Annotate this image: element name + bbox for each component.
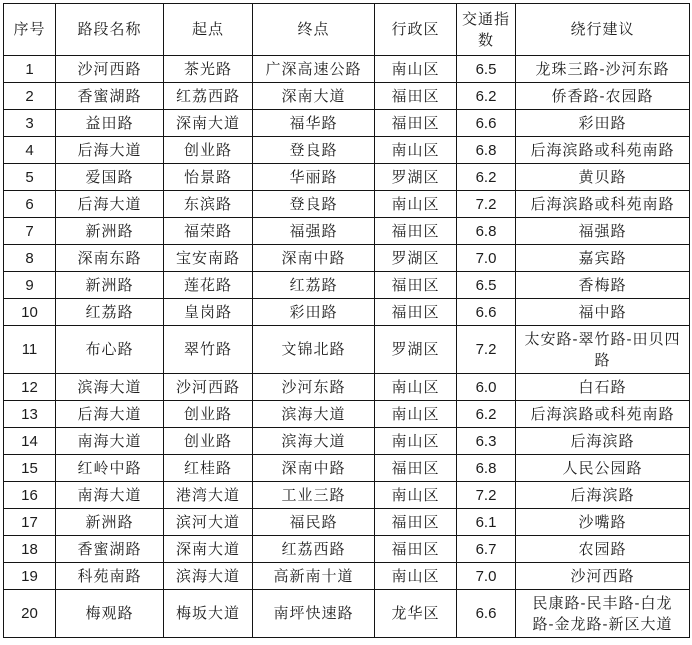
header-detour-suggestion: 绕行建议 bbox=[516, 4, 690, 56]
cell-end-point: 红荔路 bbox=[253, 272, 375, 299]
cell-start-point: 滨河大道 bbox=[164, 509, 253, 536]
cell-traffic-index: 6.7 bbox=[457, 536, 516, 563]
cell-end-point: 华丽路 bbox=[253, 164, 375, 191]
table-row bbox=[4, 191, 690, 218]
table-row bbox=[4, 401, 690, 428]
cell-start-point: 深南大道 bbox=[164, 110, 253, 137]
cell-road-name: 后海大道 bbox=[56, 401, 164, 428]
cell-detour-suggestion: 民康路-民丰路-白龙路-金龙路-新区大道 bbox=[516, 590, 690, 638]
cell-start-point: 梅坂大道 bbox=[164, 590, 253, 638]
cell-road-name: 爱国路 bbox=[56, 164, 164, 191]
cell-end-point: 南坪快速路 bbox=[253, 590, 375, 638]
cell-traffic-index: 6.1 bbox=[457, 509, 516, 536]
cell-index: 6 bbox=[4, 191, 56, 218]
cell-traffic-index: 6.2 bbox=[457, 83, 516, 110]
cell-detour-suggestion: 太安路-翠竹路-田贝四路 bbox=[516, 326, 690, 374]
cell-traffic-index: 6.2 bbox=[457, 164, 516, 191]
cell-end-point: 福民路 bbox=[253, 509, 375, 536]
table-row bbox=[4, 326, 690, 374]
cell-traffic-index: 6.5 bbox=[457, 56, 516, 83]
cell-index: 13 bbox=[4, 401, 56, 428]
cell-end-point: 高新南十道 bbox=[253, 563, 375, 590]
cell-road-name: 沙河西路 bbox=[56, 56, 164, 83]
cell-district: 南山区 bbox=[375, 374, 457, 401]
cell-end-point: 红荔西路 bbox=[253, 536, 375, 563]
cell-traffic-index: 6.3 bbox=[457, 428, 516, 455]
cell-traffic-index: 6.6 bbox=[457, 299, 516, 326]
cell-detour-suggestion: 沙河西路 bbox=[516, 563, 690, 590]
table-header bbox=[4, 4, 690, 56]
cell-index: 9 bbox=[4, 272, 56, 299]
cell-district: 南山区 bbox=[375, 563, 457, 590]
cell-start-point: 深南大道 bbox=[164, 536, 253, 563]
header-traffic-index: 交通指数 bbox=[457, 4, 516, 56]
cell-detour-suggestion: 后海滨路或科苑南路 bbox=[516, 401, 690, 428]
cell-index: 15 bbox=[4, 455, 56, 482]
header-end-point: 终点 bbox=[253, 4, 375, 56]
cell-road-name: 新洲路 bbox=[56, 218, 164, 245]
cell-traffic-index: 6.0 bbox=[457, 374, 516, 401]
cell-end-point: 文锦北路 bbox=[253, 326, 375, 374]
cell-detour-suggestion: 后海滨路 bbox=[516, 482, 690, 509]
cell-traffic-index: 7.2 bbox=[457, 482, 516, 509]
cell-index: 16 bbox=[4, 482, 56, 509]
cell-traffic-index: 6.2 bbox=[457, 401, 516, 428]
cell-road-name: 科苑南路 bbox=[56, 563, 164, 590]
cell-district: 福田区 bbox=[375, 299, 457, 326]
cell-district: 南山区 bbox=[375, 56, 457, 83]
cell-start-point: 莲花路 bbox=[164, 272, 253, 299]
cell-road-name: 红荔路 bbox=[56, 299, 164, 326]
cell-road-name: 新洲路 bbox=[56, 272, 164, 299]
header-row bbox=[4, 4, 690, 56]
cell-index: 5 bbox=[4, 164, 56, 191]
cell-start-point: 茶光路 bbox=[164, 56, 253, 83]
cell-district: 南山区 bbox=[375, 137, 457, 164]
cell-detour-suggestion: 嘉宾路 bbox=[516, 245, 690, 272]
cell-index: 1 bbox=[4, 56, 56, 83]
cell-traffic-index: 6.8 bbox=[457, 455, 516, 482]
cell-traffic-index: 7.0 bbox=[457, 245, 516, 272]
traffic-table bbox=[3, 3, 690, 638]
cell-detour-suggestion: 福中路 bbox=[516, 299, 690, 326]
cell-detour-suggestion: 福强路 bbox=[516, 218, 690, 245]
cell-start-point: 沙河西路 bbox=[164, 374, 253, 401]
table-row bbox=[4, 56, 690, 83]
cell-detour-suggestion: 人民公园路 bbox=[516, 455, 690, 482]
cell-index: 3 bbox=[4, 110, 56, 137]
header-index: 序号 bbox=[4, 4, 56, 56]
cell-traffic-index: 6.6 bbox=[457, 590, 516, 638]
cell-start-point: 翠竹路 bbox=[164, 326, 253, 374]
cell-end-point: 广深高速公路 bbox=[253, 56, 375, 83]
cell-road-name: 益田路 bbox=[56, 110, 164, 137]
cell-district: 龙华区 bbox=[375, 590, 457, 638]
table-row bbox=[4, 455, 690, 482]
cell-district: 福田区 bbox=[375, 272, 457, 299]
cell-start-point: 福荣路 bbox=[164, 218, 253, 245]
cell-district: 罗湖区 bbox=[375, 164, 457, 191]
cell-end-point: 深南中路 bbox=[253, 245, 375, 272]
cell-road-name: 香蜜湖路 bbox=[56, 83, 164, 110]
cell-index: 4 bbox=[4, 137, 56, 164]
cell-detour-suggestion: 彩田路 bbox=[516, 110, 690, 137]
cell-start-point: 宝安南路 bbox=[164, 245, 253, 272]
cell-end-point: 登良路 bbox=[253, 137, 375, 164]
table-row bbox=[4, 536, 690, 563]
cell-start-point: 创业路 bbox=[164, 401, 253, 428]
cell-road-name: 布心路 bbox=[56, 326, 164, 374]
table-row bbox=[4, 218, 690, 245]
cell-start-point: 滨海大道 bbox=[164, 563, 253, 590]
cell-detour-suggestion: 香梅路 bbox=[516, 272, 690, 299]
cell-start-point: 红桂路 bbox=[164, 455, 253, 482]
cell-district: 南山区 bbox=[375, 482, 457, 509]
cell-road-name: 香蜜湖路 bbox=[56, 536, 164, 563]
cell-index: 12 bbox=[4, 374, 56, 401]
cell-traffic-index: 7.2 bbox=[457, 326, 516, 374]
cell-index: 19 bbox=[4, 563, 56, 590]
table-row bbox=[4, 272, 690, 299]
cell-start-point: 皇岗路 bbox=[164, 299, 253, 326]
cell-start-point: 创业路 bbox=[164, 428, 253, 455]
cell-district: 福田区 bbox=[375, 83, 457, 110]
table-body bbox=[4, 56, 690, 638]
cell-district: 福田区 bbox=[375, 509, 457, 536]
cell-road-name: 新洲路 bbox=[56, 509, 164, 536]
cell-traffic-index: 7.0 bbox=[457, 563, 516, 590]
cell-road-name: 梅观路 bbox=[56, 590, 164, 638]
cell-detour-suggestion: 白石路 bbox=[516, 374, 690, 401]
cell-district: 南山区 bbox=[375, 191, 457, 218]
cell-end-point: 福华路 bbox=[253, 110, 375, 137]
cell-district: 南山区 bbox=[375, 428, 457, 455]
cell-end-point: 彩田路 bbox=[253, 299, 375, 326]
cell-traffic-index: 7.2 bbox=[457, 191, 516, 218]
cell-end-point: 滨海大道 bbox=[253, 428, 375, 455]
table-row bbox=[4, 164, 690, 191]
cell-detour-suggestion: 黄贝路 bbox=[516, 164, 690, 191]
cell-index: 11 bbox=[4, 326, 56, 374]
table-row bbox=[4, 563, 690, 590]
cell-road-name: 南海大道 bbox=[56, 482, 164, 509]
cell-index: 2 bbox=[4, 83, 56, 110]
cell-end-point: 深南大道 bbox=[253, 83, 375, 110]
cell-end-point: 工业三路 bbox=[253, 482, 375, 509]
cell-index: 17 bbox=[4, 509, 56, 536]
table-row bbox=[4, 299, 690, 326]
cell-district: 罗湖区 bbox=[375, 245, 457, 272]
table-row bbox=[4, 428, 690, 455]
cell-end-point: 深南中路 bbox=[253, 455, 375, 482]
cell-road-name: 滨海大道 bbox=[56, 374, 164, 401]
cell-district: 福田区 bbox=[375, 536, 457, 563]
cell-end-point: 福强路 bbox=[253, 218, 375, 245]
cell-end-point: 登良路 bbox=[253, 191, 375, 218]
header-start-point: 起点 bbox=[164, 4, 253, 56]
cell-index: 14 bbox=[4, 428, 56, 455]
cell-road-name: 红岭中路 bbox=[56, 455, 164, 482]
cell-district: 罗湖区 bbox=[375, 326, 457, 374]
cell-start-point: 怡景路 bbox=[164, 164, 253, 191]
table-row bbox=[4, 137, 690, 164]
cell-detour-suggestion: 后海滨路 bbox=[516, 428, 690, 455]
cell-detour-suggestion: 农园路 bbox=[516, 536, 690, 563]
cell-road-name: 深南东路 bbox=[56, 245, 164, 272]
cell-district: 福田区 bbox=[375, 455, 457, 482]
cell-start-point: 港湾大道 bbox=[164, 482, 253, 509]
table-row bbox=[4, 83, 690, 110]
cell-index: 8 bbox=[4, 245, 56, 272]
cell-start-point: 红荔西路 bbox=[164, 83, 253, 110]
cell-road-name: 后海大道 bbox=[56, 191, 164, 218]
cell-detour-suggestion: 侨香路-农园路 bbox=[516, 83, 690, 110]
table-row bbox=[4, 509, 690, 536]
table-row bbox=[4, 590, 690, 638]
cell-district: 南山区 bbox=[375, 401, 457, 428]
cell-district: 福田区 bbox=[375, 110, 457, 137]
cell-end-point: 沙河东路 bbox=[253, 374, 375, 401]
header-road-name: 路段名称 bbox=[56, 4, 164, 56]
cell-index: 20 bbox=[4, 590, 56, 638]
cell-traffic-index: 6.5 bbox=[457, 272, 516, 299]
table-row bbox=[4, 374, 690, 401]
cell-traffic-index: 6.8 bbox=[457, 137, 516, 164]
cell-index: 10 bbox=[4, 299, 56, 326]
cell-district: 福田区 bbox=[375, 218, 457, 245]
table-row bbox=[4, 110, 690, 137]
header-district: 行政区 bbox=[375, 4, 457, 56]
cell-index: 18 bbox=[4, 536, 56, 563]
cell-detour-suggestion: 龙珠三路-沙河东路 bbox=[516, 56, 690, 83]
cell-start-point: 东滨路 bbox=[164, 191, 253, 218]
cell-traffic-index: 6.6 bbox=[457, 110, 516, 137]
cell-end-point: 滨海大道 bbox=[253, 401, 375, 428]
table-row bbox=[4, 482, 690, 509]
cell-index: 7 bbox=[4, 218, 56, 245]
cell-traffic-index: 6.8 bbox=[457, 218, 516, 245]
cell-detour-suggestion: 沙嘴路 bbox=[516, 509, 690, 536]
cell-road-name: 后海大道 bbox=[56, 137, 164, 164]
cell-detour-suggestion: 后海滨路或科苑南路 bbox=[516, 191, 690, 218]
cell-start-point: 创业路 bbox=[164, 137, 253, 164]
cell-detour-suggestion: 后海滨路或科苑南路 bbox=[516, 137, 690, 164]
table-row bbox=[4, 245, 690, 272]
cell-road-name: 南海大道 bbox=[56, 428, 164, 455]
